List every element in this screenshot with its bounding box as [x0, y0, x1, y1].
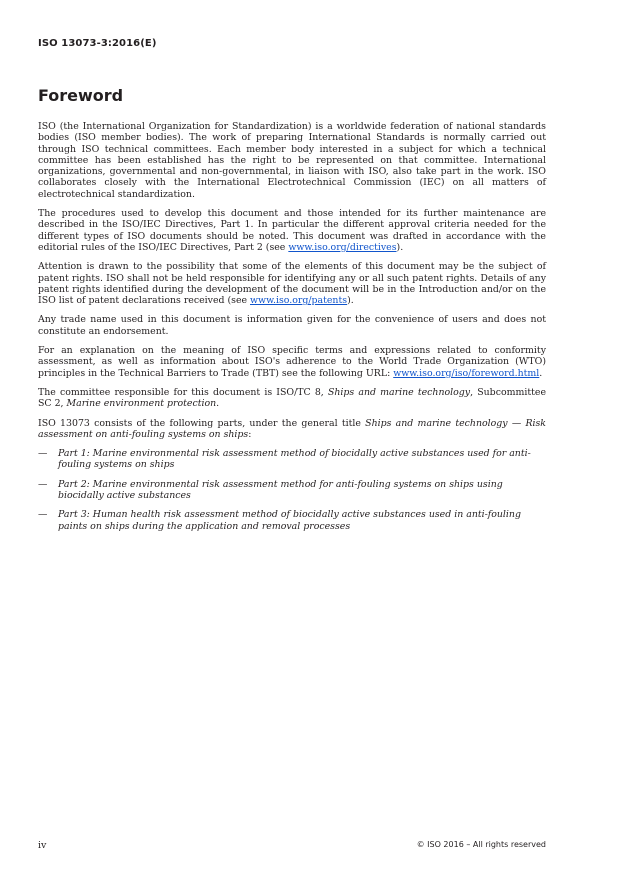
paragraph-conformity — [38, 345, 546, 379]
paragraph-text: . — [216, 398, 220, 410]
subcommittee-title: Marine environment protection — [66, 398, 217, 410]
paragraph-text: The committee responsible for this document is ISO/TC 8, — [38, 386, 328, 398]
directives-link[interactable]: www.iso.org/directives — [288, 241, 397, 253]
paragraph-iso-intro: ISO (the International Organization for Standardization) is a worldwide federation of national standards bodies (ISO member bodies). The work of preparing International Standards is normally carried out through ISO technical committees. Each member body interested in a subject for which a technical committee has been established has the right to be represented on that committee. International organizations, governmental and non-governmental, in liaison with ISO, also take part in the work. ISO collaborates closely with the International Electrotechnical Commission (IEC) on all matters of electrotechnical standardization. — [38, 121, 546, 200]
list-item — [38, 448, 546, 471]
paragraph-procedures — [38, 208, 546, 253]
paragraph-committee — [38, 387, 546, 410]
general-title: Ships and marine technology — Risk assessment on anti-fouling systems on ships — [38, 417, 546, 440]
list-item — [38, 509, 546, 532]
paragraph-text: ). — [396, 241, 404, 253]
list-dash: — — [38, 509, 48, 521]
part-title: Part 3: Human health risk assessment method of biocidally active substances used in anti-fouling paints on ships during the application and removal processes — [58, 509, 521, 532]
paragraph-text: , Subcommittee SC 2, — [38, 386, 546, 410]
paragraph-text: . — [539, 367, 543, 379]
page-number: iv — [38, 840, 47, 851]
paragraph-text: For an explanation on the meaning of ISO specific terms and expressions related to conformity assessment, as well as information about ISO's adherence to the World Trade Organization (WTO) principles in the Technical Barriers to Trade (TBT) see the following URL: — [38, 345, 546, 379]
paragraph-text: The procedures used to develop this document and those intended for its further maintenance are described in the ISO/IEC Directives, Part 1. In particular the different approval criteria needed for the different types of ISO documents should be noted. This document was drafted in accordance with the editorial rules of the ISO/IEC Directives, Part 2 (see — [38, 208, 546, 253]
part-title: Part 1: Marine environmental risk assessment method of biocidally active substances used for anti-fouling systems on ships — [58, 448, 531, 471]
page-title: Foreword — [38, 86, 124, 105]
patents-link[interactable]: www.iso.org/patents — [250, 295, 348, 307]
list-dash: — — [38, 478, 48, 490]
foreword-body — [38, 121, 546, 540]
paragraph-text: Attention is drawn to the possibility that some of the elements of this document may be the subject of patent rights. ISO shall not be held responsible for identifying any or all such patent rights. Details of any patent rights identified during the development of the document will be in the Introduction and/or on the ISO list of patent declarations received (see — [38, 261, 546, 307]
list-dash: — — [38, 448, 48, 460]
foreword-link[interactable]: www.iso.org/iso/foreword.html — [393, 367, 540, 379]
part-title: Part 2: Marine environmental risk assessment method for anti-fouling systems on ships using biocidally active substances — [58, 478, 503, 502]
paragraph-text: : — [248, 428, 252, 440]
committee-title: Ships and marine technology — [327, 386, 471, 398]
parts-list — [38, 448, 546, 532]
copyright-notice: © ISO 2016 – All rights reserved — [416, 840, 546, 849]
document-id: ISO 13073-3:2016(E) — [38, 38, 157, 49]
paragraph-trade-name: Any trade name used in this document is information given for the convenience of users and does not constitute an endorsement. — [38, 314, 546, 337]
paragraph-parts-intro — [38, 418, 546, 441]
paragraph-patents — [38, 261, 546, 306]
list-item — [38, 479, 546, 502]
paragraph-text: ISO 13073 consists of the following parts, under the general title — [38, 417, 366, 429]
paragraph-text: ). — [347, 295, 354, 307]
